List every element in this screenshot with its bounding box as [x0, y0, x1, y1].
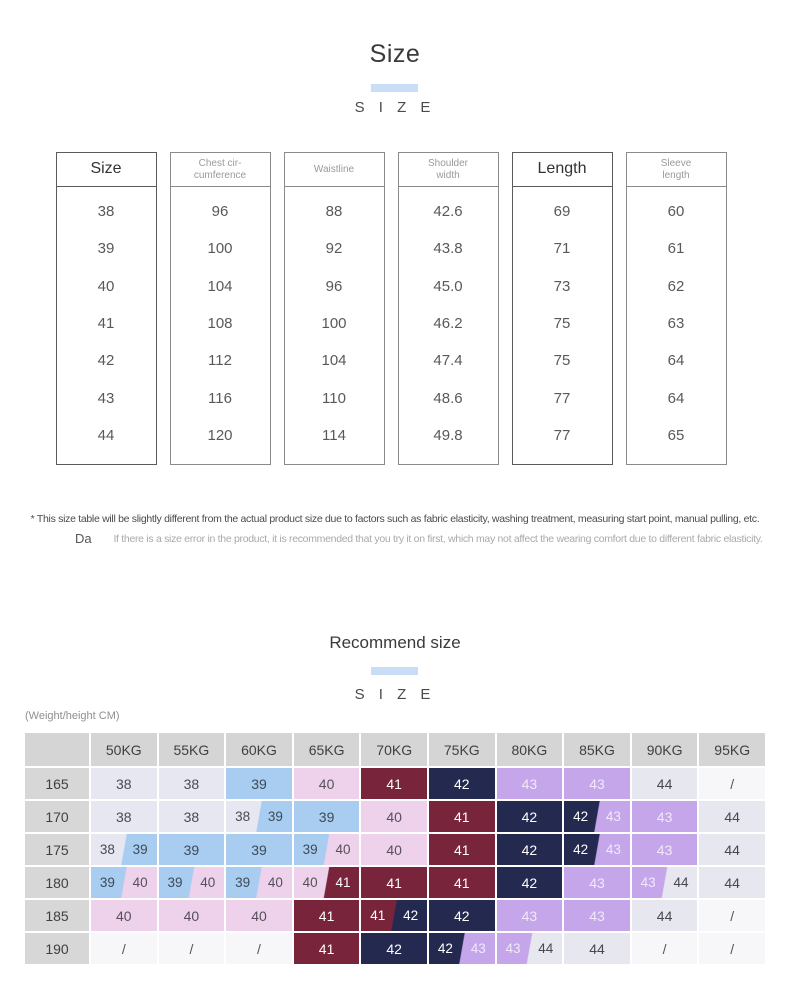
size-value-cell: 49.8	[433, 426, 463, 444]
matrix-size-cell-split	[564, 801, 630, 832]
size-value-cell: 120	[207, 426, 233, 444]
matrix-size-cell-split	[226, 801, 292, 832]
size-value-cell: 47.4	[433, 352, 463, 370]
matrix-size-cell: /	[226, 933, 292, 964]
size-value-cell: 43	[97, 389, 115, 407]
matrix-size-cell: 43	[497, 768, 563, 799]
matrix-size-cell: 41	[361, 867, 427, 898]
header-line: cumference	[193, 169, 247, 181]
header-line: Length	[537, 160, 587, 178]
matrix-size-cell: 40	[294, 768, 360, 799]
split-left-value: 39	[99, 875, 115, 890]
split-right-value: 43	[605, 809, 621, 824]
matrix-size-cell: 40	[361, 801, 427, 832]
split-left-value: 43	[640, 875, 656, 890]
size-value-cell: 114	[322, 426, 346, 444]
matrix-size-cell: 43	[632, 801, 698, 832]
size-value-cell: 43.8	[433, 240, 463, 258]
matrix-size-cell: 42	[361, 933, 427, 964]
matrix-size-cell: /	[159, 933, 225, 964]
size-column-header-shoulder	[399, 153, 498, 187]
recommend-section-title: Recommend size	[329, 633, 461, 652]
size-column-header-size	[57, 153, 156, 187]
matrix-weight-header: 50KG	[91, 733, 157, 766]
split-left-value: 38	[235, 809, 251, 824]
matrix-size-cell: 43	[632, 834, 698, 865]
matrix-weight-header: 70KG	[361, 733, 427, 766]
size-column-values-size	[57, 187, 156, 464]
matrix-weight-header: 55KG	[159, 733, 225, 766]
matrix-size-cell-split	[159, 867, 225, 898]
matrix-weight-header: 80KG	[497, 733, 563, 766]
size-value-cell: 104	[321, 352, 347, 370]
size-value-cell: 62	[667, 277, 685, 295]
matrix-size-cell: 43	[564, 900, 630, 931]
split-right-value: 40	[267, 875, 283, 890]
split-left-value: 41	[370, 908, 386, 923]
matrix-size-cell: 43	[564, 768, 630, 799]
matrix-size-cell: /	[699, 900, 765, 931]
matrix-size-cell: 44	[632, 900, 698, 931]
split-right-value: 42	[403, 908, 419, 923]
matrix-size-cell-split	[429, 933, 495, 964]
size-value-cell: 42.6	[433, 203, 463, 221]
split-left-value: 39	[167, 875, 183, 890]
size-value-cell: 44	[97, 426, 115, 444]
matrix-size-cell: 39	[226, 768, 292, 799]
disclaimer-overlay-text: Da	[75, 531, 92, 546]
split-left-value: 42	[573, 809, 589, 824]
matrix-weight-header: 90KG	[632, 733, 698, 766]
size-value-cell: 100	[321, 314, 347, 332]
matrix-size-cell: 42	[429, 900, 495, 931]
size-section-subtitle: S I Z E	[354, 99, 436, 116]
matrix-size-cell: 41	[294, 933, 360, 964]
matrix-size-cell: 43	[564, 867, 630, 898]
size-value-cell: 64	[667, 389, 685, 407]
matrix-size-cell-split	[632, 867, 698, 898]
split-left-value: 40	[302, 875, 318, 890]
size-value-cell: 96	[211, 203, 229, 221]
header-line: Waistline	[313, 163, 355, 175]
recommend-size-table	[25, 733, 765, 964]
matrix-height-label: 185	[25, 900, 89, 931]
matrix-size-cell: 40	[91, 900, 157, 931]
matrix-size-cell: 41	[429, 867, 495, 898]
matrix-height-label: 175	[25, 834, 89, 865]
header-line: Size	[90, 160, 122, 178]
matrix-size-cell-split	[226, 867, 292, 898]
matrix-weight-header: 85KG	[564, 733, 630, 766]
split-right-value: 43	[605, 842, 621, 857]
matrix-size-cell: 38	[91, 801, 157, 832]
size-column-values-waistline	[285, 187, 384, 464]
size-column-chest	[170, 152, 271, 465]
matrix-size-cell: 44	[564, 933, 630, 964]
size-section-title: Size	[369, 40, 421, 68]
matrix-size-cell: 44	[699, 867, 765, 898]
size-value-cell: 75	[553, 314, 571, 332]
size-column-header-sleeve	[627, 153, 726, 187]
size-column-sleeve	[626, 152, 727, 465]
size-accent-bar	[371, 84, 418, 92]
split-right-value: 40	[200, 875, 216, 890]
matrix-size-cell: 39	[226, 834, 292, 865]
weight-height-unit-label: (Weight/height CM)	[25, 710, 120, 722]
matrix-size-cell: 40	[361, 834, 427, 865]
split-left-value: 39	[302, 842, 318, 857]
size-value-cell: 63	[667, 314, 685, 332]
split-right-value: 41	[335, 875, 351, 890]
size-value-cell: 64	[667, 352, 685, 370]
size-spec-table	[0, 152, 782, 465]
size-value-cell: 61	[667, 240, 685, 258]
matrix-weight-header: 75KG	[429, 733, 495, 766]
size-column-values-chest	[171, 187, 270, 464]
matrix-size-cell: 43	[497, 900, 563, 931]
size-value-cell: 69	[553, 203, 571, 221]
matrix-size-cell: 42	[429, 768, 495, 799]
disclaimer-line-2: If there is a size error in the product, it is recommended that you try it on first, which may not affect the wearing comfort due to different fabric elasticity.	[113, 533, 763, 545]
size-value-cell: 71	[553, 240, 571, 258]
matrix-size-cell-split	[361, 900, 427, 931]
size-value-cell: 73	[553, 277, 571, 295]
size-value-cell: 104	[207, 277, 233, 295]
recommend-section-subtitle: S I Z E	[354, 686, 436, 703]
matrix-size-cell: 41	[294, 900, 360, 931]
split-left-value: 39	[235, 875, 251, 890]
size-value-cell: 41	[97, 314, 115, 332]
matrix-size-cell: 41	[429, 834, 495, 865]
split-right-value: 44	[538, 941, 554, 956]
matrix-size-cell: 39	[159, 834, 225, 865]
header-line: width	[436, 169, 460, 181]
matrix-corner-cell	[25, 733, 89, 766]
matrix-size-cell: /	[699, 933, 765, 964]
matrix-size-cell: 41	[361, 768, 427, 799]
recommend-accent-bar	[371, 667, 418, 675]
split-right-value: 43	[470, 941, 486, 956]
size-value-cell: 100	[207, 240, 233, 258]
split-left-value: 43	[505, 941, 521, 956]
header-line: length	[662, 169, 690, 181]
matrix-size-cell: 42	[497, 834, 563, 865]
size-column-values-sleeve	[627, 187, 726, 464]
matrix-size-cell: 41	[429, 801, 495, 832]
matrix-height-label: 170	[25, 801, 89, 832]
header-line: Sleeve	[660, 158, 692, 169]
size-value-cell: 77	[553, 389, 571, 407]
matrix-height-label: 180	[25, 867, 89, 898]
size-column-size	[56, 152, 157, 465]
size-column-header-length	[513, 153, 612, 187]
size-value-cell: 116	[208, 389, 232, 407]
matrix-size-cell-split	[564, 834, 630, 865]
size-column-shoulder	[398, 152, 499, 465]
size-column-length	[512, 152, 613, 465]
matrix-size-cell: 38	[91, 768, 157, 799]
size-value-cell: 39	[97, 240, 115, 258]
size-value-cell: 40	[97, 277, 115, 295]
matrix-size-cell-split	[294, 867, 360, 898]
matrix-size-cell: 42	[497, 867, 563, 898]
split-right-value: 39	[267, 809, 283, 824]
matrix-size-cell: 38	[159, 768, 225, 799]
matrix-weight-header: 60KG	[226, 733, 292, 766]
matrix-weight-header: 95KG	[699, 733, 765, 766]
matrix-size-cell: 38	[159, 801, 225, 832]
split-left-value: 38	[99, 842, 115, 857]
matrix-size-cell-split	[91, 867, 157, 898]
matrix-size-cell-split	[294, 834, 360, 865]
size-value-cell: 46.2	[433, 314, 463, 332]
size-value-cell: 77	[553, 426, 571, 444]
size-value-cell: 96	[325, 277, 343, 295]
matrix-height-label: 165	[25, 768, 89, 799]
size-value-cell: 60	[667, 203, 685, 221]
size-value-cell: 48.6	[433, 389, 463, 407]
size-value-cell: 92	[325, 240, 343, 258]
header-line: Shoulder	[427, 158, 469, 169]
matrix-size-cell: 40	[226, 900, 292, 931]
size-column-header-chest	[171, 153, 270, 187]
disclaimer-line-1: * This size table will be slightly different from the actual product size due to factors such as fabric elasticity, washing treatment, measuring start point, manual pulling, etc.	[30, 513, 760, 525]
matrix-size-cell: 40	[159, 900, 225, 931]
split-left-value: 42	[573, 842, 589, 857]
matrix-size-cell: 44	[699, 834, 765, 865]
matrix-size-cell: 44	[632, 768, 698, 799]
split-right-value: 40	[132, 875, 148, 890]
matrix-height-label: 190	[25, 933, 89, 964]
matrix-size-cell: /	[91, 933, 157, 964]
size-value-cell: 38	[97, 203, 115, 221]
split-right-value: 40	[335, 842, 351, 857]
matrix-size-cell: /	[632, 933, 698, 964]
matrix-size-cell: 39	[294, 801, 360, 832]
disclaimer-line-2-wrap	[0, 531, 790, 549]
size-value-cell: 108	[207, 314, 233, 332]
split-right-value: 44	[673, 875, 689, 890]
split-left-value: 42	[437, 941, 453, 956]
matrix-size-cell: /	[699, 768, 765, 799]
size-value-cell: 112	[208, 352, 232, 370]
size-value-cell: 42	[97, 352, 115, 370]
size-value-cell: 45.0	[433, 277, 463, 295]
matrix-size-cell: 44	[699, 801, 765, 832]
size-column-values-shoulder	[399, 187, 498, 464]
size-value-cell: 75	[553, 352, 571, 370]
split-right-value: 39	[132, 842, 148, 857]
size-value-cell: 110	[322, 389, 346, 407]
size-column-waistline	[284, 152, 385, 465]
size-column-header-waistline	[285, 153, 384, 187]
header-line: Chest cir-	[198, 158, 242, 169]
size-value-cell: 65	[667, 426, 685, 444]
size-column-values-length	[513, 187, 612, 464]
matrix-size-cell-split	[497, 933, 563, 964]
matrix-weight-header: 65KG	[294, 733, 360, 766]
size-value-cell: 88	[325, 203, 343, 221]
matrix-size-cell-split	[91, 834, 157, 865]
matrix-size-cell: 42	[497, 801, 563, 832]
